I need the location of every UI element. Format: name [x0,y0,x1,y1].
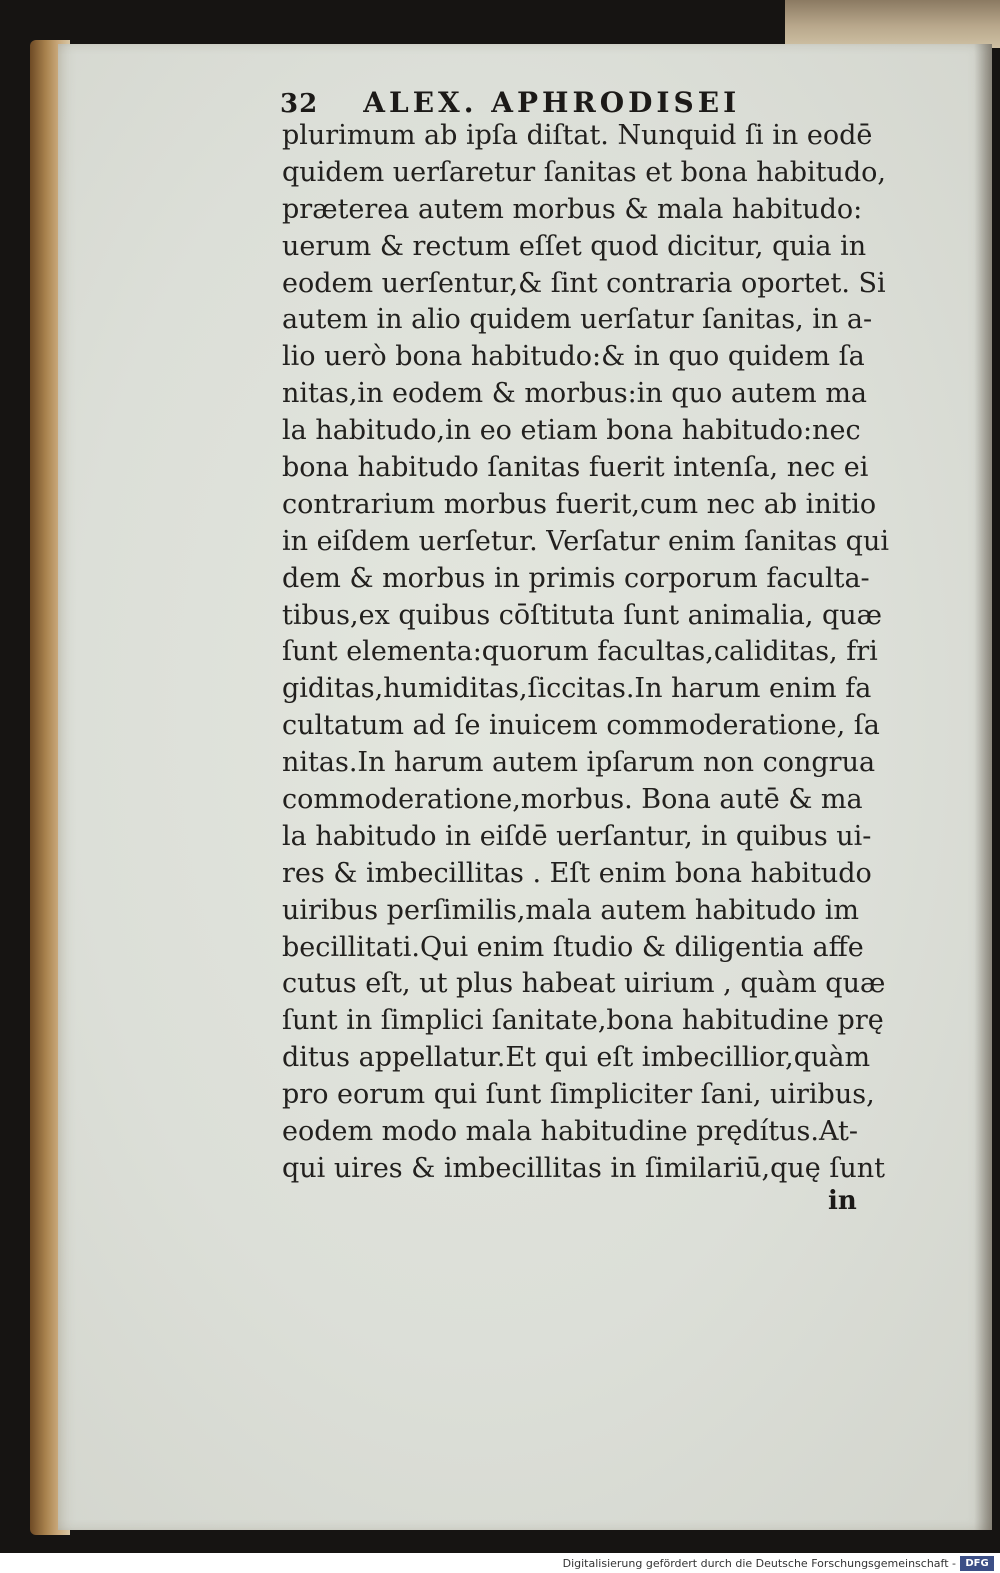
text-line: la habitudo in eiſdē uerſantur, in quibus ui- [282,820,872,852]
text-line: qui uires & imbecillitas in ſimilariū,quę ſunt [282,1152,885,1184]
page-gutter-shadow [974,44,992,1530]
text-line: uerum & rectum eſſet quod dicitur, quia in [282,230,867,262]
text-line: ditus appellatur.Et qui eſt imbecillior,quàm [282,1042,871,1074]
text-line: nitas.In harum autem ipſarum non congrua [282,747,876,779]
text-line: cutus eſt, ut plus habeat uirium , quàm quæ [282,968,886,1000]
text-line: contrarium morbus fuerit,cum nec ab initio [282,488,877,520]
text-line: ſunt elementa:quorum facultas,caliditas, fri [282,636,878,668]
text-line: in eiſdem uerſetur. Verſatur enim ſanitas qui [282,525,889,557]
text-line: cultatum ad ſe inuicem commoderatione, ſa [282,710,880,742]
text-line: præterea autem morbus & mala habitudo: [282,193,863,225]
text-line: autem in alio quidem uerſatur ſanitas, in a- [282,304,873,336]
text-line: la habitudo,in eo etiam bona habitudo:nec [282,415,861,447]
text-line: nitas,in eodem & morbus:in quo autem ma [282,378,868,410]
text-line: tibus,ex quibus cōſtituta ſunt animalia, quæ [282,599,883,631]
folio-number: 32 [280,89,319,119]
text-line: plurimum ab ipſa diſtat. Nunquid ſi in eodē [282,120,873,151]
text-line: bona habitudo ſanitas fuerit intenſa, nec ei [282,452,869,484]
running-title: ALEX. APHRODISEI [363,86,741,119]
text-line: eodem modo mala habitudine prędítus.At- [282,1116,858,1148]
catchword: in [828,1186,857,1216]
text-line: quidem uerſaretur ſanitas et bona habitudo, [282,156,887,188]
text-line: becillitati.Qui enim ſtudio & diligentia affe [282,931,864,963]
text-line: ſunt in ſimplici ſanitate,bona habitudine prę [282,1005,884,1037]
text-line: giditas,humiditas,ſiccitas.In harum enim fa [282,673,872,705]
body-text [282,118,889,1188]
text-line: pro eorum qui ſunt ſimpliciter ſani, uiribus, [282,1079,875,1111]
text-line: eodem uerſentur,& ſint contraria oportet. Si [282,267,886,299]
funding-credit: Digitalisierung gefördert durch die Deutsche Forschungsgemeinschaft - [562,1557,956,1570]
dfg-logo: DFG [960,1556,994,1571]
page-header [280,86,840,119]
text-line: dem & morbus in primis corporum faculta- [282,562,870,594]
text-line: commoderatione,morbus. Bona autē & ma [282,784,863,816]
digitization-footer [0,1553,1000,1573]
worn-page-corner [785,0,1000,48]
text-line: uiribus perſimilis,mala autem habitudo im [282,894,859,926]
text-line: res & imbecillitas . Eſt enim bona habitudo [282,857,872,889]
text-line: lio uerò bona habitudo:& in quo quidem ſa [282,341,865,373]
